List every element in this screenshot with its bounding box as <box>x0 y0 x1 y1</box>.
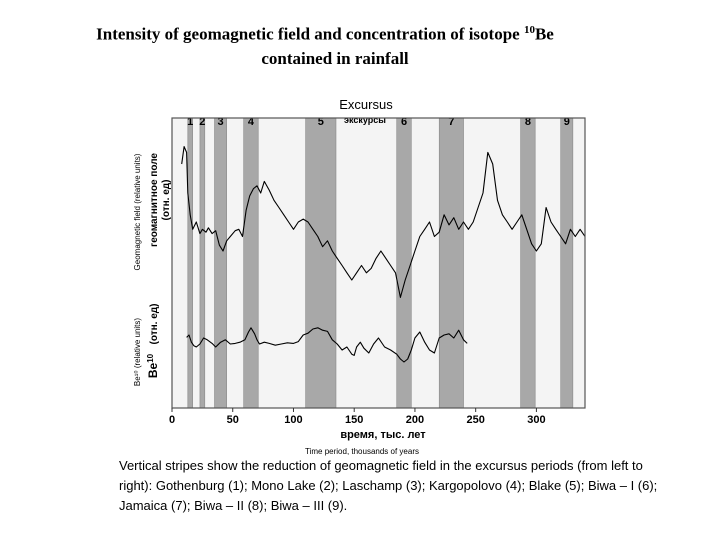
excursion-chart <box>115 90 595 458</box>
x-axis-label-en: Time period, thousands of years <box>305 447 419 456</box>
excursion-stripe-5 <box>306 118 336 408</box>
excursion-stripe-1 <box>188 118 193 408</box>
x-tick-label-0: 0 <box>168 414 176 426</box>
excursion-label-3: 3 <box>217 116 224 128</box>
excursion-stripe-3 <box>215 118 227 408</box>
excursion-label-7: 7 <box>448 116 455 128</box>
excursion-stripe-8 <box>521 118 536 408</box>
y-axis-bottom-label-ru-2: (отн. ед) <box>149 303 160 345</box>
excursion-label-1: 1 <box>187 116 194 128</box>
x-axis-label-ru: время, тыс. лет <box>340 429 426 441</box>
y-axis-bottom-label-ru-1: Be$^{10}$ <box>146 353 160 379</box>
x-tick-label-50: 50 <box>226 414 239 426</box>
excursion-stripe-2 <box>200 118 205 408</box>
excursus-annotation-ru: экскурсы <box>344 115 386 125</box>
excursion-stripe-6 <box>397 118 412 408</box>
excursion-label-2: 2 <box>199 116 206 128</box>
excursion-stripe-4 <box>244 118 259 408</box>
slide-title: Intensity of geomagnetic field and concentration of isotope $^{10}$Be contained in rainfall <box>96 24 554 68</box>
y-axis-top-label-ru-1: геомагнитное поле <box>149 153 160 247</box>
excursus-annotation-en: Excursus <box>339 97 393 112</box>
excursion-stripe-9 <box>561 118 573 408</box>
x-tick-label-200: 200 <box>405 414 425 426</box>
y-axis-top-label-en: Geomagnetic field (relative units) <box>133 153 142 271</box>
excursion-label-5: 5 <box>317 116 324 128</box>
x-tick-label-150: 150 <box>345 414 364 426</box>
excursion-label-6: 6 <box>400 116 408 128</box>
excursion-label-4: 4 <box>247 116 255 128</box>
x-tick-label-300: 300 <box>527 414 546 426</box>
x-tick-label-100: 100 <box>284 414 303 426</box>
excursion-label-8: 8 <box>524 116 531 128</box>
y-axis-top-label-ru-2: (отн. ед) <box>161 179 172 221</box>
chart-caption: Vertical stripes show the reduction of geomagnetic field in the excursus periods (from left to right): Gothenburg (1); Mono Lake (2); Laschamp (3); Kargopolovo (4); Blake (5); Biwa – I (6); Jamaica (7); Biwa – II (8); Biwa – III (9). <box>119 458 658 513</box>
x-tick-label-250: 250 <box>466 414 485 426</box>
excursion-stripe-7 <box>439 118 463 408</box>
excursion-label-9: 9 <box>563 116 570 128</box>
y-axis-bottom-label-en: Be¹⁰ (relative units) <box>133 317 142 387</box>
